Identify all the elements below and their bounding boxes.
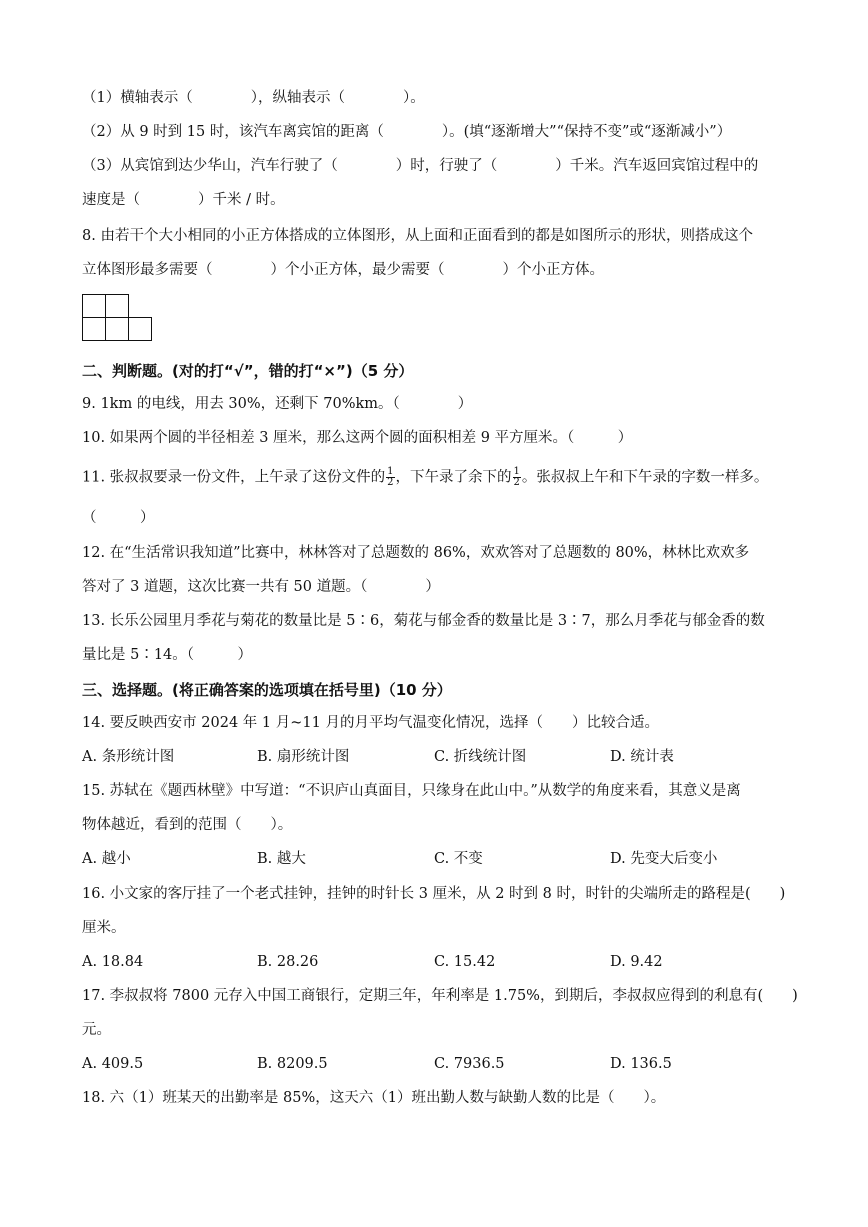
q7-part1: （1）横轴表示（ ），纵轴表示（ ）。	[82, 90, 425, 106]
option-a: A. 越小	[82, 851, 131, 867]
option-c: C. 15.42	[434, 954, 496, 970]
question-12-line1: 12. 在“生活常识我知道”比赛中，林林答对了总题数的 86%，欢欢答对了总题数的 80%，林林比欢欢多	[82, 545, 750, 561]
figure-cell	[82, 317, 106, 341]
question-12-line2: 答对了 3 道题，这次比赛一共有 50 道题。（ ）	[82, 579, 440, 595]
question-16-line2: 厘米。	[82, 920, 126, 936]
option-a: A. 条形统计图	[82, 749, 175, 765]
question-8-line1: 8. 由若干个大小相同的小正方体搭成的立体图形，从上面和正面看到的都是如图所示的形状，则搭成这个	[82, 228, 753, 244]
option-d: D. 136.5	[610, 1056, 672, 1072]
question-13-line1: 13. 长乐公园里月季花与菊花的数量比是 5∶6，菊花与郁金香的数量比是 3∶7，那么月季花与郁金香的数	[82, 613, 765, 629]
q7-part3-line2: 速度是（ ）千米 / 时。	[82, 192, 285, 208]
question-17-line2: 元。	[82, 1022, 111, 1038]
option-d: D. 先变大后变小	[610, 851, 718, 867]
option-a: A. 18.84	[82, 954, 144, 970]
figure-cell	[128, 317, 152, 341]
fraction-one-half: $\frac{1}{2}$	[387, 466, 394, 488]
q7-part2: （2）从 9 时到 15 时，该汽车离宾馆的距离（ ）。(填“逐渐增大”“保持不变”或“逐渐减小”）	[82, 124, 732, 140]
fraction-one-half: $\frac{1}{2}$	[513, 466, 520, 488]
figure-cell	[82, 294, 106, 318]
q11-text-a: 11. 张叔叔要录一份文件，上午录了这份文件的	[82, 469, 386, 486]
question-17-line1: 17. 李叔叔将 7800 元存入中国工商银行，定期三年，年利率是 1.75%，到期后，李叔叔应得到的利息有( )	[82, 988, 798, 1004]
option-c: C. 不变	[434, 851, 483, 867]
cube-view-figure	[82, 294, 154, 342]
option-b: B. 28.26	[257, 954, 319, 970]
question-14: 14. 要反映西安市 2024 年 1 月~11 月的月平均气温变化情况，选择（ ）比较合适。	[82, 715, 659, 731]
q7-part3-line1: （3）从宾馆到达少华山，汽车行驶了（ ）时，行驶了（ ）千米。汽车返回宾馆过程中的	[82, 158, 759, 174]
option-a: A. 409.5	[82, 1056, 144, 1072]
question-16-line1: 16. 小文家的客厅挂了一个老式挂钟，挂钟的时针长 3 厘米，从 2 时到 8 时，时针的尖端所走的路程是( )	[82, 886, 786, 902]
option-b: B. 越大	[257, 851, 306, 867]
figure-cell	[105, 317, 129, 341]
figure-cell	[105, 294, 129, 318]
section-3-title: 三、选择题。(将正确答案的选项填在括号里)（10 分）	[82, 681, 452, 699]
question-18: 18. 六（1）班某天的出勤率是 85%，这天六（1）班出勤人数与缺勤人数的比是（ ）。	[82, 1090, 666, 1106]
option-c: C. 折线统计图	[434, 749, 527, 765]
question-11-line2: （ ）	[82, 510, 155, 526]
question-15-line1: 15. 苏轼在《题西林壁》中写道：“不识庐山真面目，只缘身在此山中。”从数学的角度来看，其意义是离	[82, 783, 741, 799]
question-15-line2: 物体越近，看到的范围（ ）。	[82, 817, 293, 833]
q11-text-c: 。张叔叔上午和下午录的字数一样多。	[521, 469, 769, 486]
question-13-line2: 量比是 5∶14。（ ）	[82, 647, 253, 663]
option-b: B. 8209.5	[257, 1056, 328, 1072]
question-8-line2: 立体图形最多需要（ ）个小正方体，最少需要（ ）个小正方体。	[82, 262, 604, 278]
question-11-line1	[82, 467, 768, 488]
section-2-title: 二、判断题。(对的打“√”，错的打“×”)（5 分）	[82, 362, 414, 380]
option-d: D. 9.42	[610, 954, 663, 970]
question-9: 9. 1km 的电线，用去 30%，还剩下 70%km。（ ）	[82, 396, 473, 412]
q11-text-b: ，下午录了余下的	[395, 469, 512, 486]
option-b: B. 扇形统计图	[257, 749, 350, 765]
question-10: 10. 如果两个圆的半径相差 3 厘米，那么这两个圆的面积相差 9 平方厘米。（ ）	[82, 430, 633, 446]
option-d: D. 统计表	[610, 749, 674, 765]
option-c: C. 7936.5	[434, 1056, 505, 1072]
